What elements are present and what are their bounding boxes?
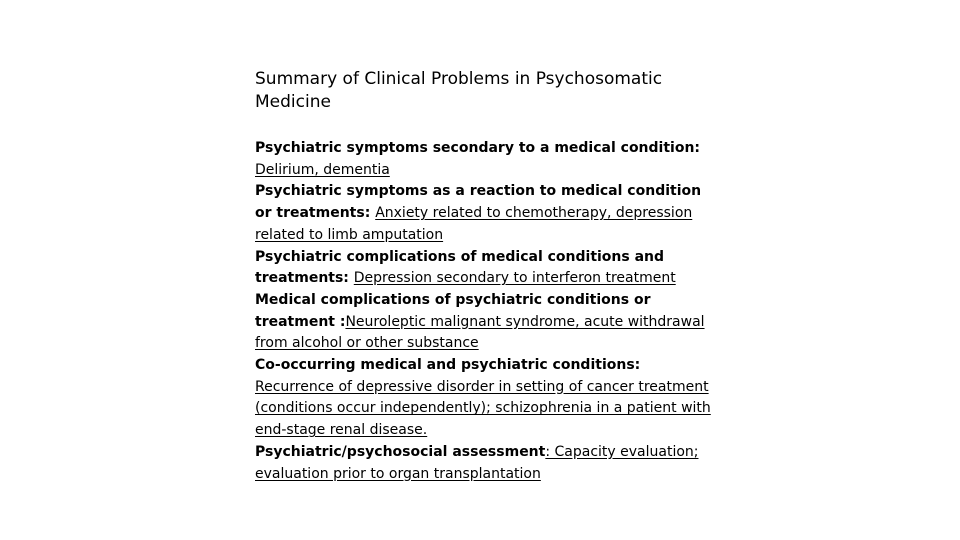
list-item xyxy=(255,138,717,181)
list-item xyxy=(255,355,717,442)
slide-title: Summary of Clinical Problems in Psychosomatic Medicine xyxy=(255,69,663,112)
list-item xyxy=(255,181,717,246)
problem-example: Anxiety related to chemotherapy, depression related to limb amputation xyxy=(255,205,693,243)
problem-example: Recurrence of depressive disorder in setting of cancer treatment (conditions occur independently); schizophrenia in a patient with end-stage renal disease. xyxy=(255,378,711,439)
problem-category: Psychiatric symptoms as a reaction to medical condition or treatments: xyxy=(255,183,702,222)
problem-list xyxy=(255,138,717,485)
problem-category: Psychiatric symptoms secondary to a medical condition: xyxy=(255,140,701,156)
problem-example: Depression secondary to interferon treatment xyxy=(353,270,676,287)
problem-example: : Capacity evaluation; evaluation prior to organ transplantation xyxy=(255,443,699,482)
problem-example: Neuroleptic malignant syndrome, acute withdrawal from alcohol or other substance xyxy=(255,313,705,352)
problem-category: Psychiatric complications of medical conditions and treatments: xyxy=(255,248,665,287)
list-item xyxy=(255,442,717,485)
problem-category: Co-occurring medical and psychiatric conditions: xyxy=(255,357,641,374)
list-item xyxy=(255,290,717,355)
problem-example: Delirium, dementia xyxy=(255,161,390,178)
problem-category: Psychiatric/psychosocial assessment xyxy=(255,443,546,460)
list-item xyxy=(255,247,717,290)
problem-category: Medical complications of psychiatric conditions or treatment : xyxy=(255,291,651,330)
